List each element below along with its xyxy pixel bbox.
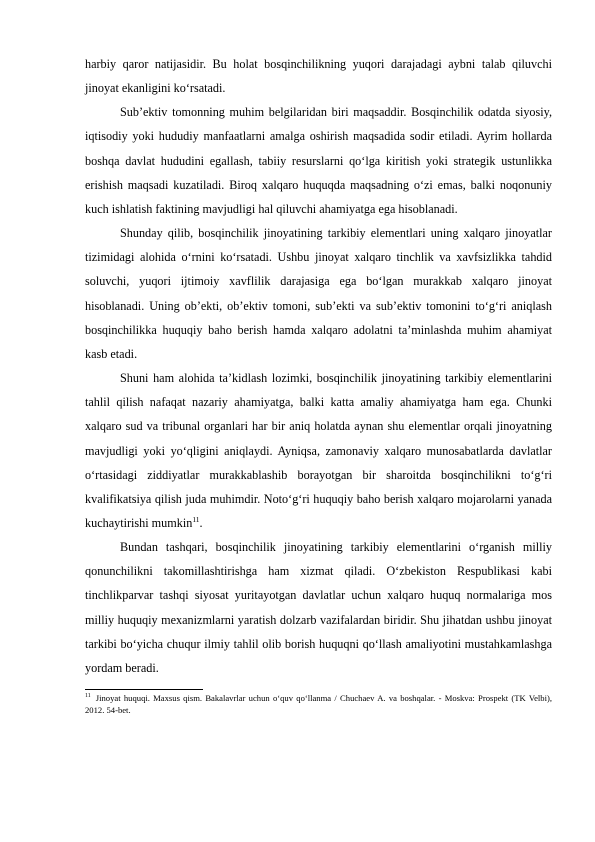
footnote-separator bbox=[85, 689, 203, 690]
footnote-text: Jinoyat huquqi. Maxsus qism. Bakalavrlar uchun o‘quv qo‘llanma / Chuchaev A. va boshqalar. - Moskva: Prospekt (TK Velbi), 2012. 54-bet. bbox=[85, 693, 552, 715]
paragraph-1: harbiy qaror natijasidir. Bu holat bosqinchilikning yuqori darajadagi aybni talab qiluvchi jinoyat ekanligini ko‘rsatadi. bbox=[85, 57, 552, 96]
footnote-number: 11 bbox=[85, 693, 91, 700]
paragraph-4-text: Shuni ham alohida ta’kidlash lozimki, bosqinchilik jinoyatining tarkibiy elementlarini tahlil qilish nafaqat nazariy ahamiyatga, balki katta amaliy ahamiyatga ham ega. Chunki xalqaro sud va tribunal organlari har bir aniq holatda aynan shu elementlar orqali jinoyatning mavjudligi yoki yo‘qligini aniqlaydi. Ayniqsa, zamonaviy xalqaro munosabatlarda davlatlar o‘rtasidagi ziddiyatlar murakkablashib borayotgan bir sharoitda bosqinchilikni to‘g‘ri kvalifikatsiya qilish juda muhimdir. Noto‘g‘ri huquqiy baho berish xalqaro mojarolarni yanada kuchaytirishi mumkin bbox=[85, 371, 552, 530]
paragraph-3: Shunday qilib, bosqinchilik jinoyatining tarkibiy elementlari uning xalqaro jinoyatlar tizimidagi alohida o‘rnini ko‘rsatadi. Ushbu jinoyat xalqaro tinchlik va xavfsizlikka tahdid soluvchi, yuqori ijtimoiy xavflilik darajasiga ega bo‘lgan murakkab xalqaro jinoyat hisoblanadi. Uning ob’ekti, ob’ektiv tomoni, sub’ekti va sub’ektiv tomonini to‘g‘ri aniqlash bosqinchilikka huquqiy baho berish hamda xalqaro adolatni ta’minlashda muhim ahamiyat kasb etadi. bbox=[85, 226, 552, 361]
paragraph-2: Sub’ektiv tomonning muhim belgilaridan biri maqsaddir. Bosqinchilik odatda siyosiy, iqtisodiy yoki hududiy manfaatlarni amalga oshirish maqsadida sodir etiladi. Ayrim hollarda boshqa davlat hududini egallash, tabiiy resurslarni qo‘lga kiritish yoki strategik ustunlikka erishish maqsadi kuzatiladi. Biroq xalqaro huquqda maqsadning o‘zi emas, balki noqonuniy kuch ishlatish faktining mavjudligi hal qiluvchi ahamiyatga ega hisoblanadi. bbox=[85, 105, 552, 216]
footnote-reference[interactable]: 11 bbox=[192, 514, 200, 524]
paragraph-4: Shuni ham alohida ta’kidlash lozimki, bosqinchilik jinoyatining tarkibiy elementlarini tahlil qilish nafaqat nazariy ahamiyatga, balki katta amaliy ahamiyatga ham ega. Chunki xalqaro sud va tribunal organlari har bir aniq holatda aynan shu elementlar orqali jinoyatning mavjudligi yoki yo‘qligini aniqlaydi. Ayniqsa, zamonaviy xalqaro munosabatlarda davlatlar o‘rtasidagi ziddiyatlar murakkablashib borayotgan bir sharoitda bosqinchilikni to‘g‘ri kvalifikatsiya qilish juda muhimdir. Noto‘g‘ri huquqiy baho berish xalqaro mojarolarni yanada kuchaytirishi mumkin$^{11}$. bbox=[85, 371, 552, 530]
footnote bbox=[85, 693, 552, 716]
paragraph-5: Bundan tashqari, bosqinchilik jinoyatining tarkibiy elementlarini o‘rganish milliy qonunchilikni takomillashtirishga ham xizmat qiladi. O‘zbekiston Respublikasi kabi tinchlikparvar tashqi siyosat yuritayotgan davlatlar uchun xalqaro huquq normalariga mos milliy huquqiy mexanizmlarni yaratish dolzarb vazifalardan biridir. Shu jihatdan ushbu jinoyat tarkibi bo‘yicha chuqur ilmiy tahlil olib borish huquqni qo‘llash amaliyotini mustahkamlashga yordam beradi. bbox=[85, 540, 552, 675]
document-page bbox=[85, 52, 552, 716]
